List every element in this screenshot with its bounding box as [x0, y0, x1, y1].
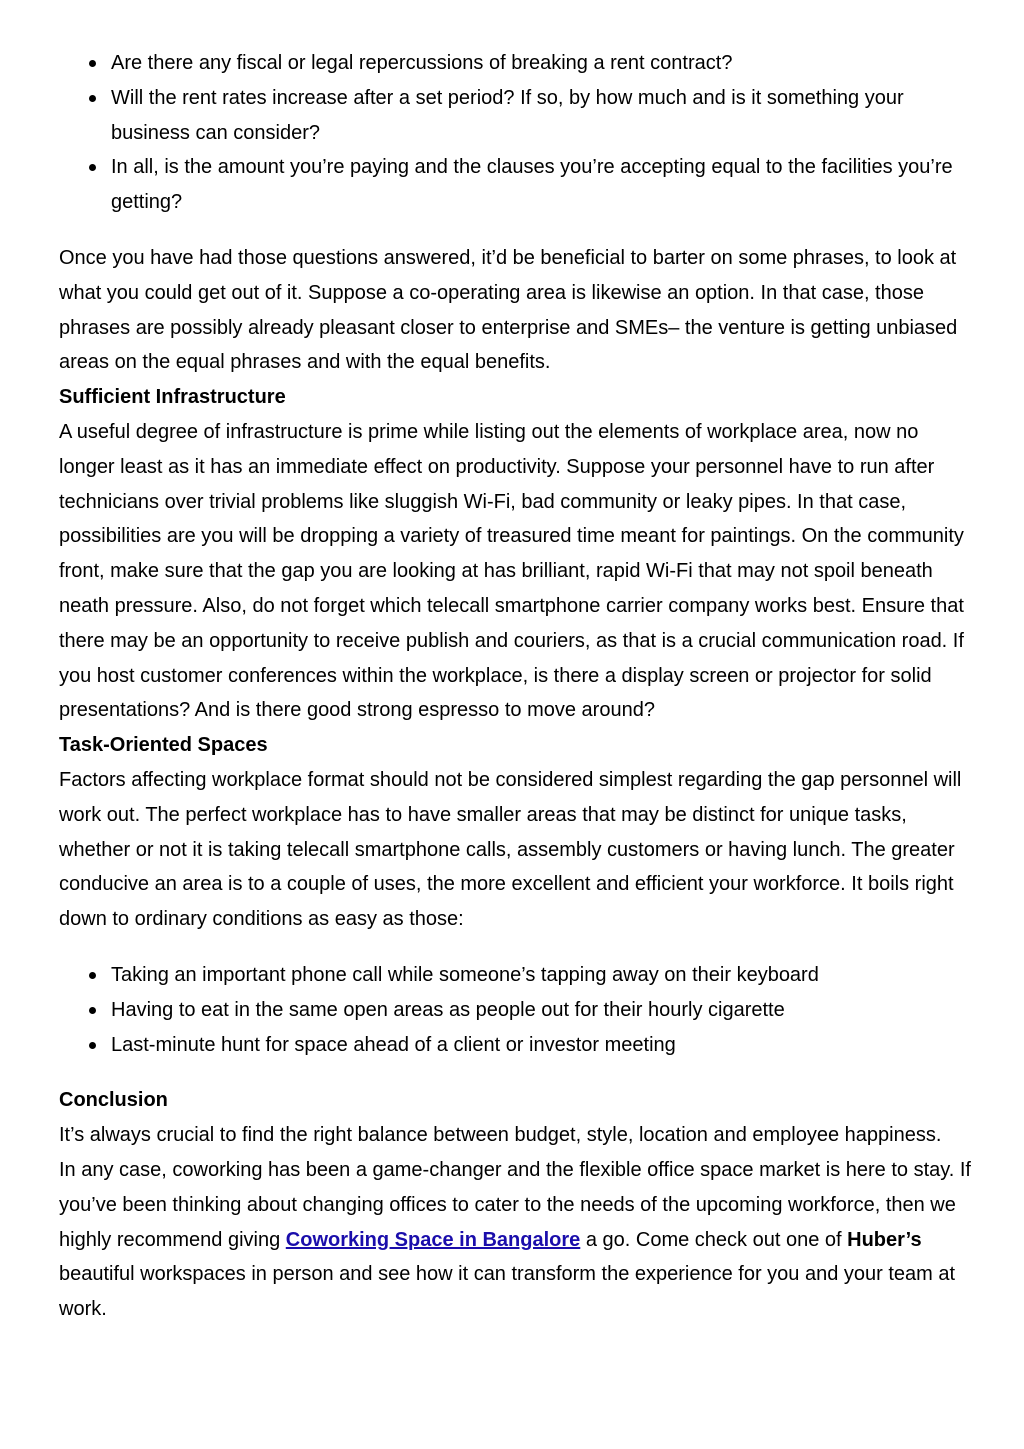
conclusion-text: In any case, coworking has been a game-changer and the flexible office space market is here to stay. If you’ve been thinking about changing offices to cater to the needs of the upcoming workforce, then we highly recommend giving: [59, 1158, 971, 1251]
list-item: Will the rent rates increase after a set period? If so, by how much and is it something your business can consider?: [111, 81, 979, 151]
section-heading-task-spaces: Task-Oriented Spaces: [59, 734, 268, 757]
list-item: Last-minute hunt for space ahead of a client or investor meeting: [111, 1028, 979, 1063]
brand-name: Huber’s: [847, 1228, 922, 1251]
situations-list: [59, 958, 979, 1062]
list-item: Taking an important phone call while someone’s tapping away on their keyboard: [111, 958, 979, 993]
conclusion-paragraph-1: It’s always crucial to find the right balance between budget, style, location and employee happiness.: [59, 1124, 942, 1147]
section-heading-infrastructure: Sufficient Infrastructure: [59, 386, 286, 409]
section-heading-conclusion: Conclusion: [59, 1089, 168, 1112]
list-item: Are there any fiscal or legal repercussions of breaking a rent contract?: [111, 46, 979, 81]
list-item: Having to eat in the same open areas as people out for their hourly cigarette: [111, 993, 979, 1028]
infrastructure-paragraph: A useful degree of infrastructure is prime while listing out the elements of workplace area, now no longer least as it has an immediate effect on productivity. Suppose your personnel have to run after technicians over trivial problems like sluggish Wi-Fi, bad community or leaky pipes. In that case, possibilities are you will be dropping a variety of treasured time meant for paintings. On the community front, make sure that the gap you are looking at has brilliant, rapid Wi-Fi that may not spoil beneath neath pressure. Also, do not forget which telecall smartphone carrier company works best. Ensure that there may be an opportunity to receive publish and couriers, as that is a crucial communication road. If you host customer conferences within the workplace, is there a display screen or projector for solid presentations? And is there good strong espresso to move around?: [59, 420, 964, 722]
conclusion-text: a go. Come check out one of: [580, 1228, 848, 1251]
task-spaces-paragraph: Factors affecting workplace format should not be considered simplest regarding the gap personnel will work out. The perfect workplace has to have smaller areas that may be distinct for unique tasks, whether or not it is taking telecall smartphone calls, assembly customers or having lunch. The greater conducive an area is to a couple of uses, the more excellent and efficient your workforce. It boils right down to ordinary conditions as easy as those:: [59, 768, 962, 931]
conclusion-text: beautiful workspaces in person and see how it can transform the experience for you and your team at work.: [59, 1263, 956, 1321]
coworking-space-link[interactable]: Coworking Space in Bangalore: [285, 1228, 581, 1251]
document-page: [59, 46, 979, 1327]
barter-paragraph: Once you have had those questions answered, it’d be beneficial to barter on some phrases, to look at what you could get out of it. Suppose a co-operating area is likewise an option. In that case, those phrases are possibly already pleasant closer to enterprise and SMEs– the venture is getting unbiased areas on the equal phrases and with the equal benefits.: [59, 246, 958, 374]
questions-list: [59, 46, 979, 220]
conclusion-paragraph-2: [59, 1153, 979, 1327]
list-item: In all, is the amount you’re paying and the clauses you’re accepting equal to the facilities you’re getting?: [111, 150, 979, 220]
